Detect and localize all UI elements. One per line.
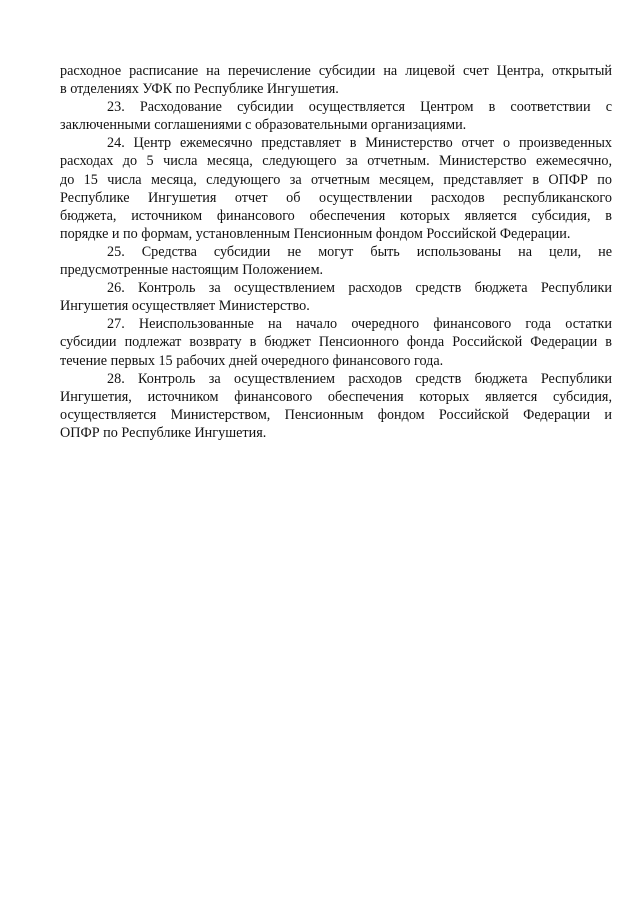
text-line: до 15 числа месяца, следующего за отчетным месяцем, представляет в ОПФР по	[60, 171, 612, 188]
text-line: предусмотренные настоящим Положением.	[60, 262, 324, 279]
paragraph-26	[60, 279, 612, 315]
text-line: течение первых 15 рабочих дней очередного финансового года.	[60, 352, 444, 369]
paragraph-continuation	[60, 62, 612, 98]
paragraph-27	[60, 315, 612, 369]
text-line: субсидии подлежат возврату в бюджет Пенсионного фонда Российской Федерации в	[60, 334, 612, 351]
text-line: 28. Контроль за осуществлением расходов средств бюджета Республики	[107, 370, 612, 387]
text-line: в отделениях УФК по Республике Ингушетия.	[60, 81, 339, 98]
paragraph-28	[60, 370, 612, 442]
paragraph-25	[60, 243, 612, 279]
text-line: Ингушетия осуществляет Министерство.	[60, 298, 310, 315]
text-line: порядке и по формам, установленным Пенсионным фондом Российской Федерации.	[60, 225, 571, 242]
document-body	[60, 62, 612, 442]
text-line: расходное расписание на перечисление субсидии на лицевой счет Центра, открытый	[60, 63, 612, 79]
text-line: Ингушетия, источником финансового обеспечения которых является субсидия,	[60, 388, 612, 405]
text-line: бюджета, источником финансового обеспечения которых является субсидия, в	[60, 207, 612, 224]
text-line: заключенными соглашениями с образовательными организациями.	[60, 117, 467, 134]
text-line: 26. Контроль за осуществлением расходов средств бюджета Республики	[107, 280, 612, 297]
text-line: расходах до 5 числа месяца, следующего за отчетным. Министерство ежемесячно,	[60, 153, 612, 170]
text-line: Республике Ингушетия отчет об осуществлении расходов республиканского	[60, 189, 612, 206]
text-line: 24. Центр ежемесячно представляет в Министерство отчет о произведенных	[107, 135, 612, 152]
text-line: осуществляется Министерством, Пенсионным фондом Российской Федерации и	[60, 406, 612, 423]
paragraph-23	[60, 98, 612, 134]
text-line: ОПФР по Республике Ингушетия.	[60, 424, 267, 441]
text-line: 27. Неиспользованные на начало очередного финансового года остатки	[107, 316, 612, 333]
text-line: 25. Средства субсидии не могут быть использованы на цели, не	[107, 243, 612, 260]
paragraph-24	[60, 134, 612, 243]
text-line: 23. Расходование субсидии осуществляется Центром в соответствии с	[107, 99, 612, 116]
